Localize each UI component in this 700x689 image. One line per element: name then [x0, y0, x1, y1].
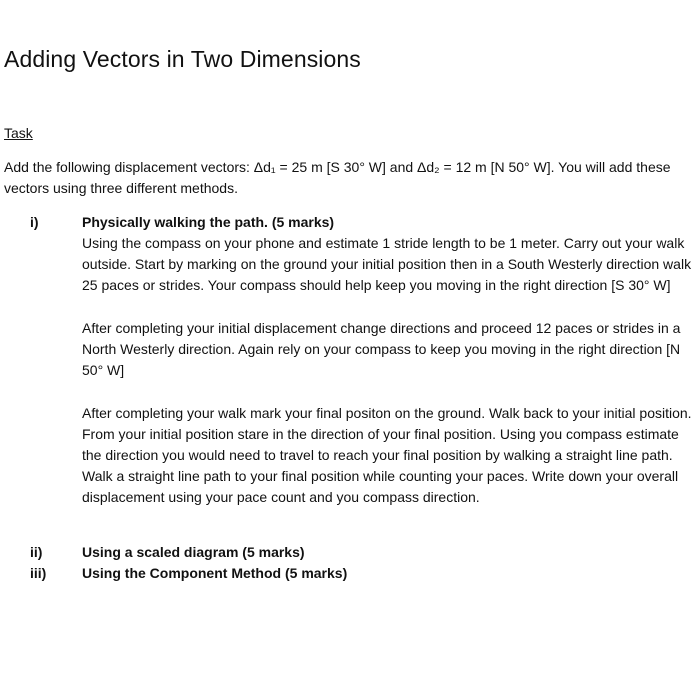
method-title: Using a scaled diagram (5 marks) [82, 544, 305, 560]
document-title: Adding Vectors in Two Dimensions [4, 46, 361, 72]
method-paragraph: After completing your walk mark your final positon on the ground. Walk back to your initial position. From your initial position stare in the direction of your final position. Using you compass estimate the direction you would need to travel to reach your final position by walking a straight line path. Walk a straight line path to your final position while counting your paces. Write down your overall displacement using your pace count and you compass direction. [82, 405, 692, 505]
method-body [82, 563, 692, 584]
spacer [0, 508, 700, 542]
method-list [0, 212, 700, 584]
method-number: ii) [30, 544, 43, 560]
method-paragraph: After completing your initial displacement change directions and proceed 12 paces or strides in a North Westerly direction. Again rely on your compass to keep you moving in the right direction [N 50° W] [82, 320, 681, 378]
task-heading: Task [4, 125, 33, 141]
method-title: Using the Component Method (5 marks) [82, 565, 348, 581]
task-intro: Add the following displacement vectors: Δd₁ = 25 m [S 30° W] and Δd₂ = 12 m [N 50° W]. You will add these vectors using three different methods. [4, 159, 671, 196]
method-number: iii) [30, 565, 47, 581]
method-number: i) [30, 214, 39, 230]
method-item-scaled-diagram [0, 542, 700, 563]
method-paragraph: Using the compass on your phone and estimate 1 stride length to be 1 meter. Carry out your walk outside. Start by marking on the ground your initial position then in a South Westerly direction walk 25 paces or strides. Your compass should help keep you moving in the right direction [S 30° W] [82, 235, 692, 293]
method-body [82, 212, 692, 508]
method-title: Physically walking the path. (5 marks) [82, 214, 335, 230]
method-item-walking [0, 212, 700, 508]
method-item-component [0, 563, 700, 584]
method-body [82, 542, 692, 563]
